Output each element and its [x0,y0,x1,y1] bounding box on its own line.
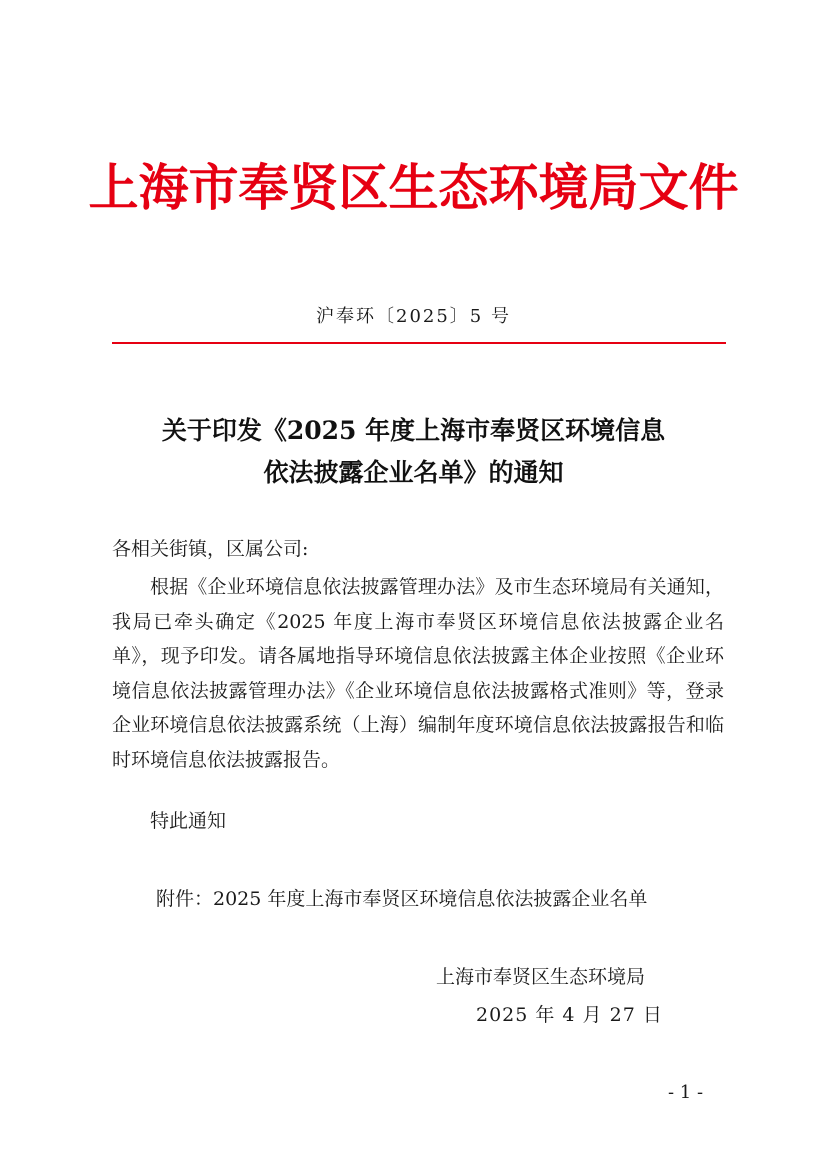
issuer-name: 上海市奉贤区生态环境局 [436,966,646,988]
body-paragraph: 根据《企业环境信息依法披露管理办法》及市生态环境局有关通知，我局已牵头确定《2025 年度上海市奉贤区环境信息依法披露企业名单》，现予印发。请各属地指导环境信息依法披露主体企业按照《企业环境信息依法披露管理办法》《企业环境信息依法披露格式准则》等，登录企业环境信息依法披露系统（上海）编制年度环境信息依法披露报告和临时环境信息依法披露报告。 [112,576,724,771]
issue-date: 2025 年 4 月 27 日 [476,1004,663,1026]
salutation: 各相关街镇，区属公司: [112,538,309,560]
notice-title [110,410,717,494]
attachment-line: 附件：2025 年度上海市奉贤区环境信息依法披露企业名单 [156,888,648,910]
notice-title-line-1: 关于印发《2025 年度上海市奉贤区环境信息 [161,416,666,445]
notice-title-line-2: 依法披露企业名单》的通知 [263,458,564,487]
red-separator-line [112,342,726,344]
document-number: 沪奉环〔2025〕5 号 [316,306,511,327]
page-number: - 1 - [668,1082,704,1103]
document-header-title: 上海市奉贤区生态环境局文件 [88,158,739,217]
closing-text: 特此通知 [150,810,227,832]
